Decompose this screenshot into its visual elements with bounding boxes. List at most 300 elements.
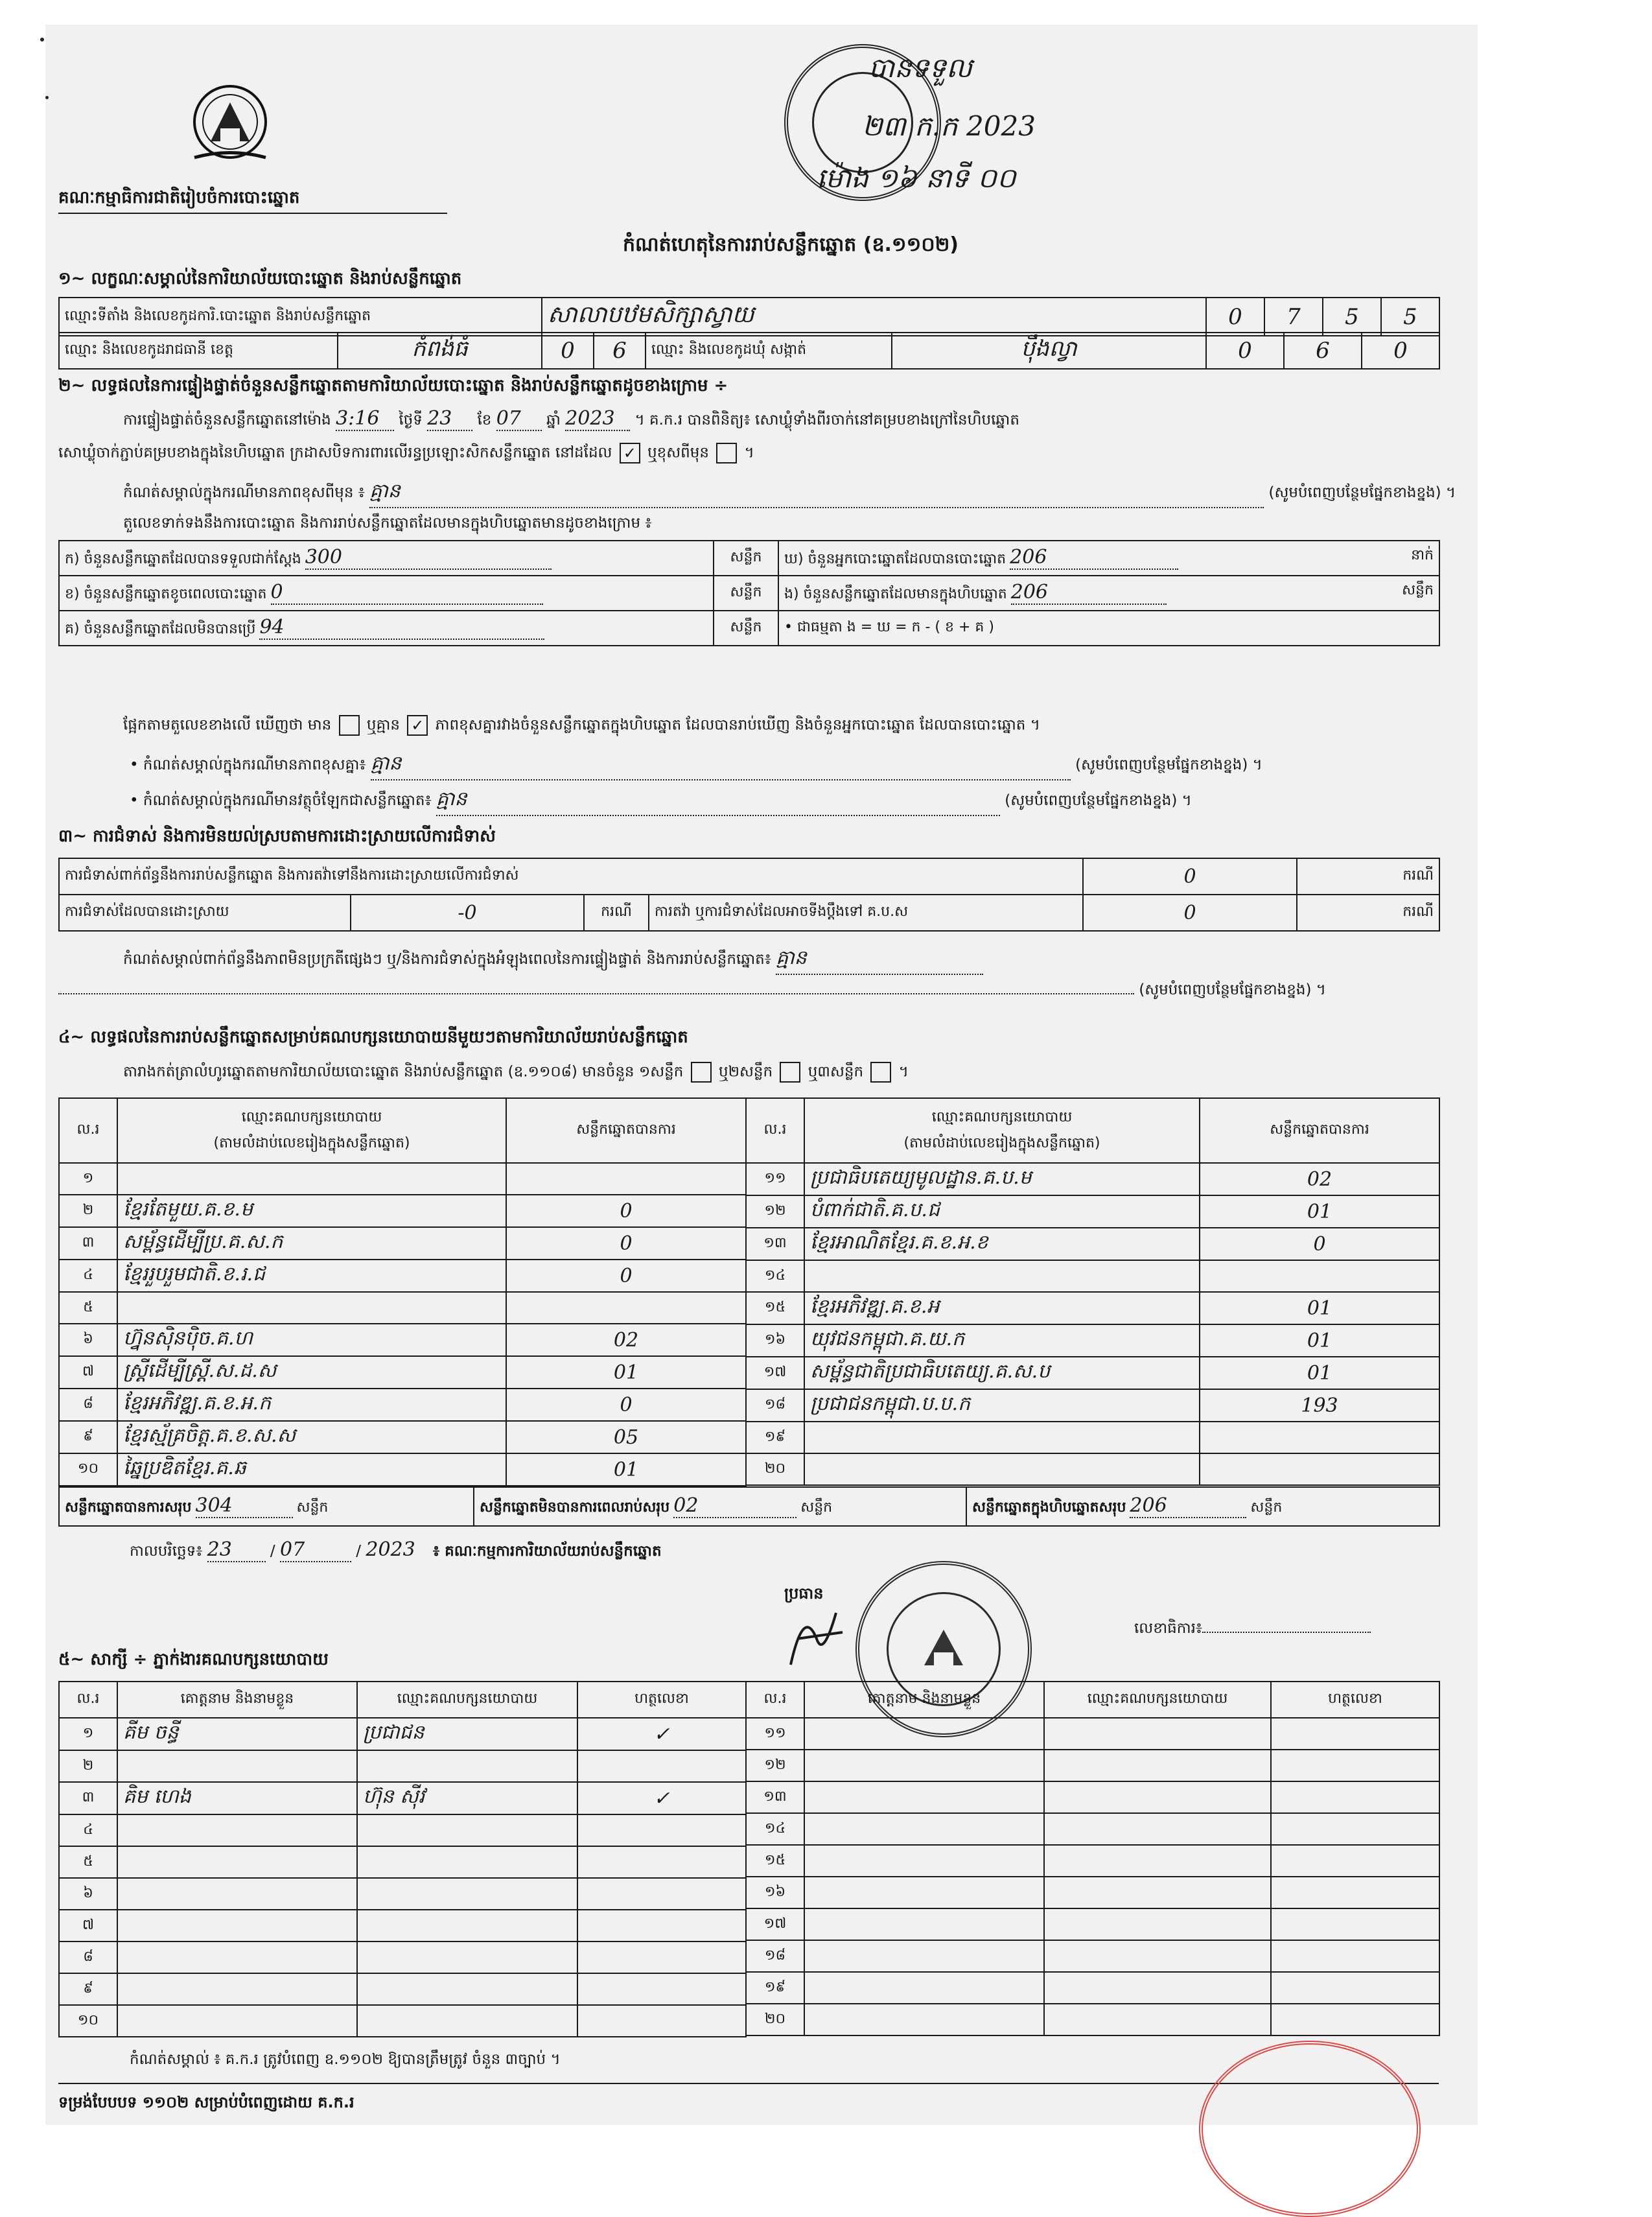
- count-b-value: 0: [271, 581, 543, 605]
- count-d-unit: នាក់: [1411, 547, 1434, 563]
- witness-row: [59, 1878, 746, 1910]
- result-party: ខ្មែរអភិវឌ្ឍ.គ.ខ.អ.ក: [117, 1389, 506, 1421]
- page-title: កំណត់ហេតុនៃការរាប់សន្លឹកឆ្នោត (ឧ.១១០២): [622, 233, 959, 256]
- result-party: ស្ត្រីដើម្បីស្ត្រី.ស.ដ.ស: [117, 1356, 506, 1389]
- time-value: 3:16: [336, 407, 394, 431]
- complaints-value: 0: [1083, 858, 1297, 895]
- dotted-line: [58, 993, 1134, 994]
- result-votes: [1200, 1422, 1439, 1453]
- result-no: ២០: [746, 1453, 804, 1485]
- station-code-digit: 5: [1381, 298, 1439, 336]
- para4-a: ផ្អែកតាមតួលេខខាងលើ ឃើញថា មាន: [123, 716, 332, 734]
- count-b-unit: សន្លឹក: [714, 576, 778, 611]
- total-box-value: 206: [1130, 1494, 1246, 1518]
- section2-heading: ២~ លទ្ធផលនៃការផ្ទៀងផ្ទាត់ចំនួនសន្លឹកឆ្នោតតាមការិយាល័យបោះឆ្នោត និងរាប់សន្លឹកឆ្នោតដូចខាងក្រោម ÷: [58, 376, 728, 395]
- witness-col-no: ល.រ: [746, 1682, 804, 1718]
- witness-no: ១២: [746, 1750, 804, 1781]
- date-label: កាលបរិច្ឆេទ៖: [130, 1543, 203, 1560]
- witness-no: ៨: [59, 1941, 117, 1973]
- province-code-digit: 0: [542, 333, 594, 369]
- total-box-label: សន្លឹកឆ្នោតក្នុងហិបឆ្នោតសរុប: [972, 1499, 1126, 1516]
- section4-heading: ៤~ លទ្ធផលនៃការរាប់សន្លឹកឆ្នោតសម្រាប់គណបក្សនយោបាយនីមួយៗតាមការិយាល័យរាប់សន្លឹកឆ្នោត: [58, 1027, 688, 1047]
- witness-party: ប្រជាជន: [357, 1718, 577, 1750]
- witness-name: [804, 1781, 1044, 1813]
- witness-name: [804, 1972, 1044, 2004]
- intro-d: ។: [898, 1063, 909, 1081]
- witness-party: [1044, 1940, 1271, 1972]
- date-year: 2023: [366, 1538, 415, 1561]
- section1-table-row2: [58, 332, 1440, 370]
- bullet2-label: • កំណត់សម្គាល់ក្នុងករណីមានវត្ថុចំឡែកជាសន្លឹកឆ្នោត៖: [130, 792, 432, 809]
- count-c-value: 94: [259, 616, 544, 640]
- count-e-unit: សន្លឹក: [1402, 582, 1434, 598]
- witness-no: ៥: [59, 1846, 117, 1878]
- intro-c: ឬ៣សន្លឹក: [808, 1063, 864, 1081]
- witness-party: [1044, 1877, 1271, 1908]
- witness-signature: ✓: [577, 1782, 746, 1814]
- witness-row: [59, 1814, 746, 1846]
- col-party-line1: ឈ្មោះគណបក្សនយោបាយ: [931, 1109, 1073, 1125]
- secretary-signature: [1202, 1632, 1371, 1633]
- witness-party: [357, 2005, 577, 2037]
- witness-signature: [1271, 1877, 1439, 1908]
- witness-party: [1044, 1718, 1271, 1750]
- result-no: ៥: [59, 1292, 117, 1324]
- result-no: ១៥: [746, 1292, 804, 1324]
- witness-row: [59, 1910, 746, 1941]
- station-code-digit: 0: [1206, 298, 1264, 336]
- witness-row: [746, 1813, 1439, 1845]
- section3-note: [123, 945, 1445, 975]
- para1-c: ខែ: [477, 412, 492, 428]
- result-votes: 02: [506, 1324, 746, 1356]
- witness-row: [746, 1940, 1439, 1972]
- total-invalid-label: សន្លឹកឆ្នោតមិនបានការពេលរាប់សរុប: [480, 1499, 670, 1516]
- stamp-received-time: ម៉ោង ១៦ នាទី ០០: [817, 162, 1016, 194]
- witness-name: [117, 2005, 357, 2037]
- totals-table: [58, 1486, 1440, 1527]
- result-votes: 05: [506, 1421, 746, 1453]
- result-no: ១៧: [746, 1357, 804, 1389]
- bullet1: [130, 751, 1262, 780]
- result-no: ៣: [59, 1227, 117, 1260]
- witness-name: [117, 1846, 357, 1878]
- witness-row: [59, 1846, 746, 1878]
- result-row: [59, 1227, 746, 1260]
- witness-table-right: [745, 1681, 1440, 2036]
- witness-party: [1044, 1813, 1271, 1845]
- section3-note-label: កំណត់សម្គាល់ពាក់ព័ន្ធនឹងភាពមិនប្រក្រតីផ្សេងៗ ឬ/និងការជំទាស់ក្នុងអំឡុងពេលនៃការផ្ទៀងផ្ទាត់ និងការរាប់សន្លឹកឆ្នោត៖: [123, 951, 771, 968]
- result-no: ១០: [59, 1453, 117, 1486]
- province-label: ឈ្មោះ និងលេខកូដរាជធានី ខេត្ត: [59, 333, 338, 369]
- count-formula: • ជាធម្មតា ង = ឃ = ក - ( ខ + គ ): [778, 611, 1439, 646]
- witness-party: [1044, 1845, 1271, 1877]
- count-row-b: [59, 576, 714, 611]
- para4-c: ភាពខុសគ្នារវាងចំនួនសន្លឹកឆ្នោតក្នុងហិបឆ្នោត ដែលបានរាប់ឃើញ និងចំនួនអ្នកបោះឆ្នោត ដែលបានបោះឆ្នោត ។: [435, 716, 1040, 734]
- counts-table: [58, 540, 1440, 646]
- witness-row: [746, 1750, 1439, 1781]
- result-no: ១៣: [746, 1228, 804, 1260]
- witness-signature: [577, 1750, 746, 1782]
- section1-table: [58, 297, 1440, 336]
- witness-name: គិម ហេង: [117, 1782, 357, 1814]
- station-code-digit: 5: [1323, 298, 1381, 336]
- result-no: ១៤: [746, 1260, 804, 1292]
- witness-name: [117, 1910, 357, 1941]
- result-row: [746, 1260, 1439, 1292]
- witness-no: ១: [59, 1718, 117, 1750]
- results-table-left: [58, 1097, 747, 1486]
- date-line: កាលបរិច្ឆេទ៖ 23 / 07 / 2023 ៖ គណៈកម្មការការិយាល័យរាប់សន្លឹកឆ្នោត: [130, 1538, 662, 1561]
- witness-signature: [577, 2005, 746, 2037]
- result-votes: 01: [506, 1356, 746, 1389]
- witness-name: [804, 1718, 1044, 1750]
- count-row-a: [59, 541, 714, 576]
- results-col-votes: សន្លឹកឆ្នោតបានការ: [506, 1098, 746, 1163]
- witness-no: ១៨: [746, 1940, 804, 1972]
- witness-signature: [577, 1846, 746, 1878]
- section3-note-line2: [58, 981, 1439, 1002]
- para4-b: ឬគ្មាន: [366, 716, 400, 734]
- note1-label: កំណត់សម្គាល់ក្នុងករណីមានភាពខុសពីមុន ៖: [123, 484, 365, 501]
- footer-form-line: ទម្រង់បែបបទ ១១០២ សម្រាប់បំពេញដោយ គ.ក.រ: [58, 2093, 355, 2111]
- result-no: ១២: [746, 1195, 804, 1228]
- result-row: [746, 1292, 1439, 1324]
- result-no: ៦: [59, 1324, 117, 1356]
- total-valid-cell: [59, 1487, 474, 1526]
- result-votes: 0: [506, 1227, 746, 1260]
- witness-name: [117, 1814, 357, 1846]
- witness-signature: [577, 1878, 746, 1910]
- result-party: ខ្មែរអភិវឌ្ឍ.គ.ខ.អ: [804, 1292, 1200, 1324]
- witness-col-party: ឈ្មោះគណបក្សនយោបាយ: [1044, 1682, 1271, 1718]
- intro-a: តារាងកត់ត្រាលំហូរឆ្នោតតាមការិយាល័យបោះឆ្នោត និងរាប់សន្លឹកឆ្នោត (ឧ.១១០៨) មានចំនួន ១សន្លឹក: [123, 1063, 684, 1081]
- result-party: ប្រជាធិបតេយ្យមូលដ្ឋាន.គ.ប.ម: [804, 1163, 1200, 1195]
- witness-signature: [1271, 2004, 1439, 2035]
- witness-party: [1044, 1750, 1271, 1781]
- counting-committee-label: ៖ គណៈកម្មការការិយាល័យរាប់សន្លឹកឆ្នោត: [433, 1543, 662, 1560]
- witness-col-sign: ហត្ថលេខា: [1271, 1682, 1439, 1718]
- count-row-c: [59, 611, 714, 646]
- witness-name: [804, 1908, 1044, 1940]
- polling-station-label: ឈ្មោះទីតាំង និងលេខកូដការិ.បោះឆ្នោត និងរាប់សន្លឹកឆ្នោត: [59, 298, 542, 336]
- year-value: 2023: [565, 407, 630, 431]
- result-party: [117, 1163, 506, 1195]
- count-c-unit: សន្លឹក: [714, 611, 778, 646]
- witness-party: [1044, 2004, 1271, 2035]
- witness-party: [1044, 1781, 1271, 1813]
- result-row: [746, 1195, 1439, 1228]
- witness-party: [357, 1910, 577, 1941]
- result-no: ៨: [59, 1389, 117, 1421]
- count-c-label: គ) ចំនួនសន្លឹកឆ្នោតដែលមិនបានប្រើ: [65, 621, 256, 637]
- witness-signature: [1271, 1845, 1439, 1877]
- result-no: ១: [59, 1163, 117, 1195]
- section5-heading: ៥~ សាក្សី ÷ ភ្នាក់ងារគណបក្សនយោបាយ: [58, 1650, 329, 1669]
- witness-no: ១៩: [746, 1972, 804, 2004]
- result-no: ១៩: [746, 1422, 804, 1453]
- has-difference-checkbox[interactable]: [339, 715, 360, 736]
- resolved-value: -0: [351, 895, 584, 931]
- witness-col-sign: ហត្ថលេខា: [577, 1682, 746, 1718]
- month-value: 07: [496, 407, 542, 431]
- speck: [40, 38, 44, 41]
- result-party: ខ្មែររួបរួមជាតិ.ខ.រ.ជ: [117, 1260, 506, 1292]
- chairman-label: ប្រធាន: [784, 1584, 824, 1602]
- result-row: [59, 1453, 746, 1486]
- result-no: ៩: [59, 1421, 117, 1453]
- witness-no: ៦: [59, 1878, 117, 1910]
- section3-heading: ៣~ ការជំទាស់ និងការមិនយល់ស្របតាមការដោះស្រាយលើការជំទាស់: [58, 827, 496, 846]
- result-row: [746, 1228, 1439, 1260]
- witness-no: ១៧: [746, 1908, 804, 1940]
- total-valid-label: សន្លឹកឆ្នោតបានការសរុប: [65, 1499, 192, 1516]
- no-difference-checkbox[interactable]: ✓: [407, 715, 428, 736]
- witness-col-name: គោត្តនាម និងនាមខ្លួន: [804, 1682, 1044, 1718]
- result-row: [59, 1163, 746, 1195]
- witness-row: [746, 1877, 1439, 1908]
- count-row-d: [778, 541, 1439, 576]
- col-party-line2: (តាមលំដាប់លេខរៀងក្នុងសន្លឹកឆ្នោត): [903, 1135, 1100, 1151]
- witness-name: [804, 1750, 1044, 1781]
- witness-no: ១៤: [746, 1813, 804, 1845]
- section2-para2: [58, 443, 754, 465]
- results-col-no: ល.រ: [59, 1098, 117, 1163]
- result-row: [59, 1292, 746, 1324]
- province-code-digit: 6: [594, 333, 646, 369]
- result-party: ខ្មែរស្ម័គ្រចិត្ត.គ.ខ.ស.ស: [117, 1421, 506, 1453]
- result-no: ៧: [59, 1356, 117, 1389]
- count-d-label: ឃ) ចំនួនអ្នកបោះឆ្នោតដែលបានបោះឆ្នោត: [784, 551, 1006, 567]
- count-row-e: [778, 576, 1439, 611]
- witness-row: [59, 1782, 746, 1814]
- result-party: [117, 1292, 506, 1324]
- two-sheets-checkbox[interactable]: [780, 1062, 800, 1083]
- result-votes: [506, 1292, 746, 1324]
- section3-note-value: គ្មាន: [776, 945, 983, 975]
- results-col-party: [117, 1098, 506, 1163]
- bullet1-value: គ្មាន: [371, 751, 1071, 780]
- different-checkbox[interactable]: [716, 443, 737, 463]
- appeal-unit: ករណី: [1297, 895, 1439, 931]
- section4-intro: [123, 1062, 909, 1085]
- total-invalid-cell: [474, 1487, 966, 1526]
- witness-signature: [577, 1973, 746, 2005]
- appeal-value: 0: [1083, 895, 1297, 931]
- count-d-value: 206: [1010, 546, 1178, 570]
- witness-no: ៣: [59, 1782, 117, 1814]
- results-table-right: [745, 1097, 1440, 1486]
- witness-row: [59, 1750, 746, 1782]
- result-party: ឆ្នៃប្រឌិតខ្មែរ.គ.ឆ: [117, 1453, 506, 1486]
- para1-e: ។ គ.ក.រ បានពិនិត្យ៖ សោឃ្លុំទាំងពីរចាក់នៅគម្របខាងក្រៅនៃហិបឆ្នោត: [634, 412, 1019, 428]
- result-votes: 0: [506, 1195, 746, 1227]
- result-votes: 01: [506, 1453, 746, 1486]
- witness-signature: [1271, 1718, 1439, 1750]
- result-row: [746, 1389, 1439, 1422]
- witness-row: [746, 1908, 1439, 1940]
- witness-signature: [1271, 1972, 1439, 2004]
- committee-logo: [181, 83, 279, 167]
- divider: [58, 213, 447, 214]
- witness-signature: [1271, 1750, 1439, 1781]
- section2-para3: តួលេខទាក់ទងនឹងការបោះឆ្នោត និងការរាប់សន្លឹកឆ្នោតដែលមានក្នុងហិបឆ្នោតមានដូចខាងក្រោម ៖: [123, 515, 652, 532]
- red-stamp: [1199, 2041, 1421, 2217]
- result-no: ៤: [59, 1260, 117, 1292]
- total-invalid-unit: សន្លឹក: [800, 1499, 833, 1516]
- witness-name: [804, 1877, 1044, 1908]
- witness-no: ១៦: [746, 1877, 804, 1908]
- section2-para4: [123, 715, 1040, 738]
- commune-label: ឈ្មោះ និងលេខកូដឃុំ សង្កាត់: [646, 333, 892, 369]
- para2-c: ។: [744, 444, 754, 462]
- station-code-digit: 7: [1264, 298, 1323, 336]
- witness-no: ១៥: [746, 1845, 804, 1877]
- note1-suffix: (សូមបំពេញបន្ថែមផ្នែកខាងខ្នង) ។: [1268, 484, 1456, 501]
- count-a-label: ក) ចំនួនសន្លឹកឆ្នោតដែលបានទទួលជាក់ស្តែង: [65, 551, 301, 567]
- result-no: ១១: [746, 1163, 804, 1195]
- witness-signature: [1271, 1813, 1439, 1845]
- result-votes: 01: [1200, 1357, 1439, 1389]
- complaints-table: [58, 858, 1440, 895]
- result-row: [59, 1356, 746, 1389]
- count-a-value: 300: [305, 546, 552, 570]
- three-sheets-checkbox[interactable]: [870, 1062, 891, 1083]
- stamp-received-date: ២៣ ក.ក 2023: [862, 110, 1036, 142]
- witness-row: [746, 1781, 1439, 1813]
- result-no: ១៦: [746, 1324, 804, 1357]
- witness-signature: [1271, 1781, 1439, 1813]
- section2-para1: [123, 407, 1445, 432]
- witness-row: [746, 1845, 1439, 1877]
- bullet1-suffix: (សូមបំពេញបន្ថែមផ្នែកខាងខ្នង) ។: [1075, 757, 1262, 773]
- same-checkbox[interactable]: ✓: [620, 443, 640, 463]
- witness-no: ១១: [746, 1718, 804, 1750]
- day-value: 23: [427, 407, 472, 431]
- result-row: [59, 1421, 746, 1453]
- result-party: សម្ព័ន្ធដើម្បីប្រ.គ.ស.ក: [117, 1227, 506, 1260]
- witness-name: [117, 1750, 357, 1782]
- stamp-received-label: បានទទួល: [868, 52, 972, 84]
- col-party-line2: (តាមលំដាប់លេខរៀងក្នុងសន្លឹកឆ្នោត): [213, 1135, 410, 1151]
- section2-note1: [123, 478, 1456, 508]
- bullet2: [130, 786, 1192, 816]
- commune-value: ប៉ឹងល្វា: [892, 333, 1206, 369]
- witness-table-left: [58, 1681, 747, 2037]
- witness-no: ៧: [59, 1910, 117, 1941]
- resolved-label: ការជំទាស់ដែលបានដោះស្រាយ: [59, 895, 351, 931]
- witness-signature: [577, 1814, 746, 1846]
- witness-no: ១៣: [746, 1781, 804, 1813]
- witness-name: [804, 1813, 1044, 1845]
- result-votes: [1200, 1260, 1439, 1292]
- witness-name: [117, 1878, 357, 1910]
- result-row: [746, 1163, 1439, 1195]
- total-valid-unit: សន្លឹក: [296, 1499, 329, 1516]
- result-row: [746, 1422, 1439, 1453]
- result-votes: 01: [1200, 1195, 1439, 1228]
- total-invalid-value: 02: [673, 1494, 797, 1518]
- result-row: [746, 1324, 1439, 1357]
- result-row: [59, 1389, 746, 1421]
- witness-party: [357, 1941, 577, 1973]
- result-votes: 01: [1200, 1292, 1439, 1324]
- result-row: [59, 1195, 746, 1227]
- result-party: ខ្មែរតែមួយ.គ.ខ.ម: [117, 1195, 506, 1227]
- result-no: ២: [59, 1195, 117, 1227]
- result-votes: 0: [1200, 1228, 1439, 1260]
- witness-row: [59, 2005, 746, 2037]
- result-votes: 02: [1200, 1163, 1439, 1195]
- commune-code-digit: 6: [1284, 333, 1362, 369]
- polling-station-value: សាលាបឋមសិក្សាស្វាយ: [542, 298, 1206, 336]
- results-col-no: ល.រ: [746, 1098, 804, 1163]
- bullet2-value: គ្មាន: [436, 786, 1000, 816]
- intro-b: ឬ២សន្លឹក: [718, 1063, 773, 1081]
- result-party: [804, 1260, 1200, 1292]
- para2-b: ឬខុសពីមុន: [647, 444, 709, 462]
- total-valid-value: 304: [196, 1494, 293, 1518]
- commune-code-digit: 0: [1362, 333, 1439, 369]
- total-box-unit: សន្លឹក: [1250, 1499, 1283, 1516]
- appeal-label: ការតវ៉ា ឬការជំទាស់ដែលអាចទីងប្តឹងទៅ គ.ប.ស: [649, 895, 1083, 931]
- count-e-value: 206: [1011, 581, 1167, 605]
- bullet2-suffix: (សូមបំពេញបន្ថែមផ្នែកខាងខ្នង) ។: [1005, 792, 1192, 809]
- witness-signature: [577, 1941, 746, 1973]
- result-party: បំពាក់ជាតិ.គ.ប.ជ: [804, 1195, 1200, 1228]
- chairman-signature: [778, 1593, 855, 1680]
- result-votes: 01: [1200, 1324, 1439, 1357]
- result-party: [804, 1422, 1200, 1453]
- one-sheet-checkbox[interactable]: [691, 1062, 712, 1083]
- result-votes: [1200, 1453, 1439, 1485]
- witness-signature: [1271, 1940, 1439, 1972]
- province-value: កំពង់ធំ: [338, 333, 542, 369]
- result-party: ហ្វ៊ុនស៊ិនប៉ិច.គ.ហ: [117, 1324, 506, 1356]
- witness-party: [1044, 1908, 1271, 1940]
- result-no: ១៨: [746, 1389, 804, 1422]
- witness-name: [804, 1940, 1044, 1972]
- witness-party: [357, 1750, 577, 1782]
- result-row: [746, 1453, 1439, 1485]
- result-row: [59, 1324, 746, 1356]
- witness-signature: [1271, 1908, 1439, 1940]
- footer-note: កំណត់សម្គាល់ ៖ គ.ក.រ ត្រូវបំពេញ ឧ.១១០២ ឱ្យបានត្រឹមត្រូវ ចំនួន ៣ច្បាប់ ។: [130, 2051, 561, 2068]
- results-col-party: [804, 1098, 1200, 1163]
- bullet1-label: • កំណត់សម្គាល់ក្នុងករណីមានភាពខុសគ្នា៖: [130, 757, 366, 773]
- witness-name: [804, 2004, 1044, 2035]
- secretary-line: [1134, 1619, 1371, 1641]
- witness-row: [746, 2004, 1439, 2035]
- result-party: សម្ព័ន្ធជាតិប្រជាធិបតេយ្យ.គ.ស.ប: [804, 1357, 1200, 1389]
- result-party: ខ្មែរអាណិតខ្មែរ.គ.ខ.អ.ខ: [804, 1228, 1200, 1260]
- complaints-unit: ករណី: [1297, 858, 1439, 895]
- count-a-unit: សន្លឹក: [714, 541, 778, 576]
- result-votes: 0: [506, 1389, 746, 1421]
- witness-party: [357, 1878, 577, 1910]
- para1-a: ការផ្ទៀងផ្ទាត់ចំនួនសន្លឹកឆ្នោតនៅម៉ោង: [123, 412, 331, 428]
- witness-row: [59, 1718, 746, 1750]
- witness-no: ១០: [59, 2005, 117, 2037]
- para2-text: សោឃ្លុំចាក់ភ្ជាប់គម្របខាងក្នុងនៃហិបឆ្នោត ក្រដាសបិទការពារលើរន្ធប្រឡោះសិកសន្លឹកឆ្នោត នៅដដែល: [58, 444, 612, 462]
- witness-signature: ✓: [577, 1718, 746, 1750]
- date-month: 07: [280, 1538, 351, 1562]
- commune-code-digit: 0: [1206, 333, 1284, 369]
- result-votes: 193: [1200, 1389, 1439, 1422]
- count-b-label: ខ) ចំនួនសន្លឹកឆ្នោតខូចពេលបោះឆ្នោត: [65, 586, 267, 602]
- witness-no: ២: [59, 1750, 117, 1782]
- result-party: [804, 1453, 1200, 1485]
